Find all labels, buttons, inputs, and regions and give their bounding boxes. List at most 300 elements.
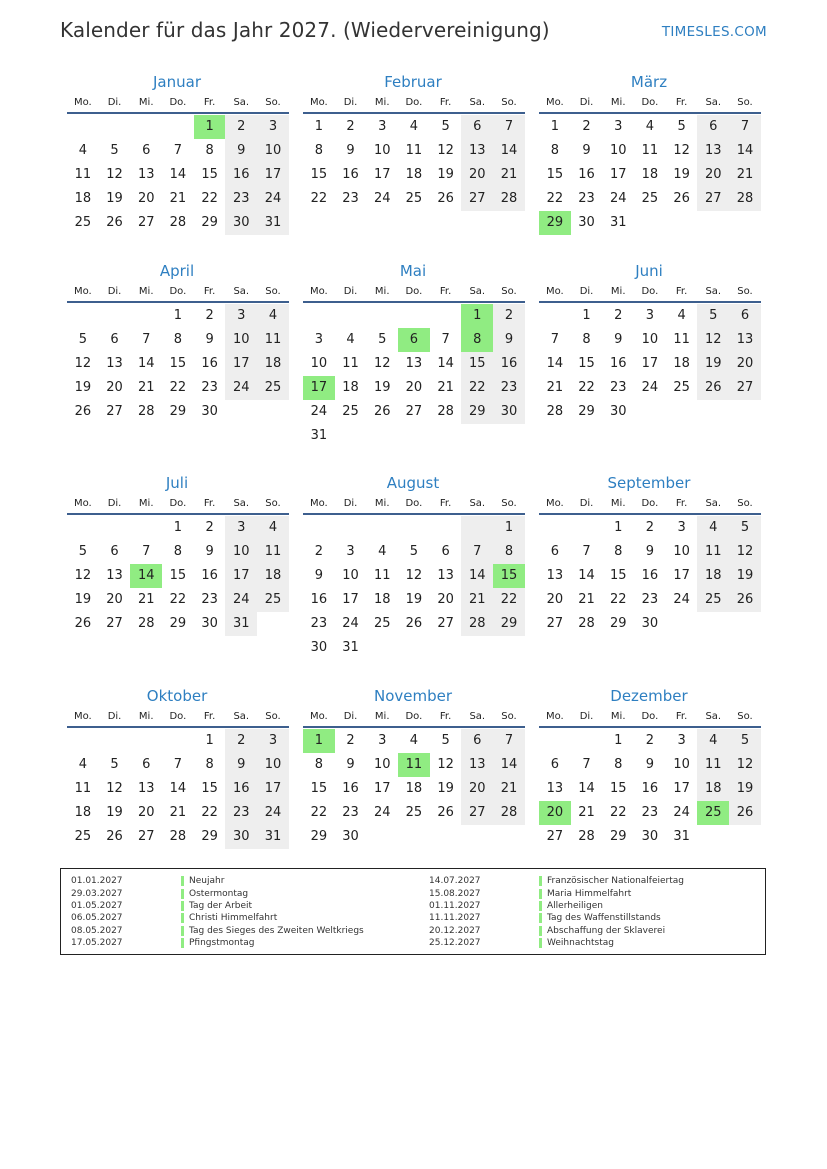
day-cell: 31 <box>673 829 690 844</box>
day-cell: 30 <box>225 825 257 849</box>
empty-day-cell <box>303 516 335 540</box>
day-cell: 21 <box>546 380 564 395</box>
weekday-label: Fr. <box>675 97 688 108</box>
day-cell: 21 <box>137 592 155 607</box>
weekday-label: Di. <box>579 498 594 509</box>
page-title: Kalender für das Jahr 2027. (Wiedervereinigung) <box>60 18 550 42</box>
day-cell: 11 <box>405 143 423 158</box>
day-cell: 9 <box>205 544 214 559</box>
day-cell: 13 <box>461 753 493 777</box>
weekday-label: Di. <box>343 711 358 722</box>
day-cell: 6 <box>142 757 151 772</box>
day-cell: 18 <box>257 564 289 588</box>
day-cell: 18 <box>405 167 423 182</box>
month-header-rule <box>67 112 289 114</box>
day-cell: 15 <box>169 568 187 583</box>
day-cell: 29 <box>609 829 627 844</box>
month-name: März <box>630 73 668 91</box>
empty-day-cell <box>430 304 462 328</box>
day-cell: 16 <box>225 163 257 187</box>
day-cell: 19 <box>673 167 690 182</box>
holiday-day-cell: 20 <box>539 801 571 825</box>
holiday-date: 11.11.2027 <box>429 913 481 924</box>
month-name: Dezember <box>610 687 688 705</box>
day-cell: 29 <box>169 404 187 419</box>
weekday-label: Fr. <box>439 286 452 297</box>
day-cell: 12 <box>673 143 690 158</box>
weekday-label: Sa. <box>469 286 486 297</box>
weekday-label: Mo. <box>73 97 92 108</box>
holiday-marker <box>181 876 184 886</box>
weekday-label: Sa. <box>705 286 722 297</box>
day-cell: 14 <box>137 356 155 371</box>
day-cell: 18 <box>74 191 92 206</box>
day-cell: 18 <box>697 564 729 588</box>
day-cell: 14 <box>461 564 493 588</box>
empty-day-cell <box>67 304 99 328</box>
day-cell: 17 <box>225 564 257 588</box>
day-cell: 18 <box>257 352 289 376</box>
day-cell: 4 <box>677 308 686 323</box>
empty-day-cell <box>398 516 430 540</box>
month-header-rule <box>67 301 289 303</box>
holiday-entry <box>429 900 684 912</box>
day-cell: 14 <box>437 356 454 371</box>
weekday-label: Di. <box>579 711 594 722</box>
empty-day-cell <box>430 516 462 540</box>
day-cell: 28 <box>578 616 595 631</box>
day-cell: 9 <box>205 332 214 347</box>
day-cell: 21 <box>493 163 525 187</box>
day-cell: 24 <box>225 376 257 400</box>
day-cell: 9 <box>645 544 655 559</box>
day-cell: 18 <box>74 805 92 820</box>
day-cell: 13 <box>106 356 123 371</box>
empty-day-cell <box>99 729 131 753</box>
weekday-label: So. <box>501 97 517 108</box>
day-cell: 13 <box>106 568 123 583</box>
day-cell: 16 <box>641 781 659 796</box>
day-cell: 22 <box>546 191 564 206</box>
day-cell: 10 <box>225 328 257 352</box>
day-cell: 12 <box>74 356 92 371</box>
weekday-label: So. <box>265 498 281 509</box>
day-cell: 9 <box>225 753 257 777</box>
holiday-entry <box>71 937 364 949</box>
day-cell: 15 <box>546 167 564 182</box>
day-cell: 23 <box>493 376 525 400</box>
day-cell: 13 <box>546 568 564 583</box>
empty-day-cell <box>99 115 131 139</box>
holiday-day-cell: 15 <box>493 564 525 588</box>
day-cell: 12 <box>106 781 123 796</box>
day-cell: 4 <box>697 729 729 753</box>
day-cell: 8 <box>314 143 323 158</box>
weekday-label: Di. <box>107 97 122 108</box>
holiday-entry <box>71 912 364 924</box>
day-cell: 18 <box>405 781 423 796</box>
day-cell: 31 <box>257 211 289 235</box>
holiday-marker <box>539 876 542 886</box>
holiday-marker <box>181 938 184 948</box>
day-cell: 15 <box>609 781 627 796</box>
day-cell: 26 <box>437 191 454 206</box>
day-cell: 3 <box>378 733 387 748</box>
weekday-label: So. <box>265 97 281 108</box>
holiday-marker <box>539 889 542 899</box>
day-cell: 19 <box>373 380 391 395</box>
month-name: Juli <box>165 474 189 492</box>
day-cell: 12 <box>697 328 729 352</box>
day-cell: 8 <box>205 143 214 158</box>
weekday-header <box>303 95 525 111</box>
day-cell: 18 <box>673 356 690 371</box>
holiday-legend <box>60 868 766 955</box>
month-7 <box>67 473 289 636</box>
holiday-marker <box>181 901 184 911</box>
day-cell: 27 <box>546 829 564 844</box>
day-cell: 18 <box>697 777 729 801</box>
day-cell: 7 <box>493 729 525 753</box>
weekday-label: Fr. <box>203 97 216 108</box>
day-cell: 2 <box>493 304 525 328</box>
day-grid <box>303 304 525 448</box>
weekday-label: Do. <box>405 97 423 108</box>
holiday-date: 15.08.2027 <box>429 888 481 899</box>
day-cell: 24 <box>673 805 690 820</box>
day-cell: 29 <box>201 215 218 230</box>
day-cell: 15 <box>169 356 187 371</box>
day-grid <box>67 729 289 849</box>
day-cell: 3 <box>614 119 623 134</box>
day-cell: 23 <box>578 191 595 206</box>
weekday-header <box>67 95 289 111</box>
holiday-entry <box>71 875 364 887</box>
holiday-marker <box>539 901 542 911</box>
month-8 <box>303 473 525 660</box>
day-cell: 30 <box>342 829 359 844</box>
day-cell: 26 <box>673 191 690 206</box>
day-cell: 23 <box>342 805 359 820</box>
holiday-entry <box>429 925 684 937</box>
day-cell: 7 <box>550 332 559 347</box>
holiday-date: 01.05.2027 <box>71 900 123 911</box>
day-cell: 28 <box>461 612 493 636</box>
day-cell: 8 <box>493 540 525 564</box>
day-cell: 26 <box>74 616 92 631</box>
day-cell: 25 <box>74 215 92 230</box>
month-header-rule <box>67 726 289 728</box>
day-cell: 23 <box>201 380 218 395</box>
day-cell: 2 <box>225 729 257 753</box>
weekday-label: Fr. <box>439 498 452 509</box>
day-cell: 7 <box>461 540 493 564</box>
weekday-label: Mi. <box>374 711 390 722</box>
day-cell: 19 <box>74 592 92 607</box>
day-cell: 15 <box>201 781 218 796</box>
day-cell: 5 <box>378 332 387 347</box>
weekday-label: Fr. <box>203 286 216 297</box>
weekday-label: Do. <box>641 97 659 108</box>
day-cell: 6 <box>697 115 729 139</box>
day-cell: 21 <box>437 380 454 395</box>
day-cell: 19 <box>697 352 729 376</box>
holiday-entry <box>71 925 364 937</box>
day-grid <box>67 115 289 235</box>
weekday-label: Mi. <box>138 286 154 297</box>
day-cell: 27 <box>461 187 493 211</box>
day-cell: 30 <box>225 211 257 235</box>
day-cell: 17 <box>609 167 627 182</box>
day-cell: 26 <box>106 829 123 844</box>
day-cell: 30 <box>578 215 595 230</box>
day-cell: 18 <box>342 380 359 395</box>
day-cell: 28 <box>169 829 187 844</box>
day-cell: 8 <box>173 332 183 347</box>
month-header-rule <box>539 726 761 728</box>
day-cell: 28 <box>546 404 564 419</box>
holiday-legend-left-column <box>71 875 364 949</box>
day-cell: 26 <box>729 801 761 825</box>
day-cell: 26 <box>437 805 454 820</box>
empty-day-cell <box>461 516 493 540</box>
day-cell: 11 <box>342 356 359 371</box>
empty-day-cell <box>366 516 398 540</box>
empty-day-cell <box>130 304 162 328</box>
weekday-label: Fr. <box>439 711 452 722</box>
day-cell: 9 <box>614 332 623 347</box>
day-cell: 5 <box>729 516 761 540</box>
day-cell: 21 <box>169 191 187 206</box>
day-cell: 13 <box>697 139 729 163</box>
day-cell: 5 <box>441 119 450 134</box>
day-cell: 28 <box>137 616 155 631</box>
day-cell: 22 <box>578 380 595 395</box>
day-cell: 1 <box>582 308 591 323</box>
day-cell: 23 <box>201 592 218 607</box>
weekday-header <box>539 496 761 512</box>
day-cell: 26 <box>405 616 423 631</box>
day-cell: 9 <box>346 757 355 772</box>
day-cell: 22 <box>609 805 627 820</box>
day-grid <box>539 304 761 424</box>
weekday-label: Di. <box>579 97 594 108</box>
weekday-label: Do. <box>405 711 423 722</box>
day-cell: 29 <box>461 400 493 424</box>
day-cell: 2 <box>346 733 355 748</box>
holiday-entry <box>429 875 684 887</box>
day-cell: 28 <box>729 187 761 211</box>
holiday-entry <box>71 900 364 912</box>
day-cell: 21 <box>578 805 595 820</box>
day-cell: 2 <box>582 119 591 134</box>
weekday-label: So. <box>737 97 753 108</box>
day-cell: 1 <box>173 520 183 535</box>
day-cell: 13 <box>461 139 493 163</box>
day-cell: 24 <box>609 191 627 206</box>
day-cell: 21 <box>729 163 761 187</box>
day-cell: 11 <box>257 328 289 352</box>
day-cell: 22 <box>493 588 525 612</box>
day-cell: 31 <box>310 428 328 443</box>
month-3 <box>539 72 761 235</box>
day-cell: 12 <box>405 568 423 583</box>
day-grid <box>539 729 761 849</box>
weekday-label: So. <box>265 711 281 722</box>
day-cell: 17 <box>257 163 289 187</box>
weekday-label: Mo. <box>545 286 564 297</box>
day-cell: 9 <box>493 328 525 352</box>
month-6 <box>539 261 761 424</box>
weekday-header <box>539 284 761 300</box>
day-cell: 24 <box>673 592 690 607</box>
holiday-name: Abschaffung der Sklaverei <box>547 925 666 936</box>
day-cell: 31 <box>609 215 627 230</box>
weekday-label: Mi. <box>610 711 626 722</box>
holiday-marker <box>539 913 542 923</box>
month-2 <box>303 72 525 211</box>
weekday-label: Mi. <box>610 498 626 509</box>
day-cell: 22 <box>201 191 218 206</box>
holiday-name: Maria Himmelfahrt <box>547 888 632 899</box>
day-cell: 1 <box>314 119 323 134</box>
weekday-label: Mi. <box>138 498 154 509</box>
day-cell: 6 <box>441 544 450 559</box>
day-cell: 29 <box>609 616 627 631</box>
day-cell: 19 <box>106 805 123 820</box>
holiday-legend-right-column <box>429 875 684 949</box>
day-cell: 15 <box>310 781 328 796</box>
month-name: Februar <box>384 73 442 91</box>
day-cell: 22 <box>169 380 187 395</box>
weekday-label: Mo. <box>73 498 92 509</box>
day-cell: 2 <box>205 520 214 535</box>
day-cell: 27 <box>137 829 155 844</box>
weekday-label: So. <box>501 286 517 297</box>
day-cell: 27 <box>729 376 761 400</box>
day-cell: 12 <box>437 143 454 158</box>
day-cell: 31 <box>342 640 359 655</box>
day-cell: 13 <box>546 781 564 796</box>
holiday-name: Ostermontag <box>189 888 249 899</box>
weekday-label: So. <box>501 498 517 509</box>
day-cell: 25 <box>257 588 289 612</box>
day-cell: 13 <box>437 568 454 583</box>
day-cell: 27 <box>405 404 423 419</box>
day-cell: 11 <box>74 167 92 182</box>
day-cell: 3 <box>257 115 289 139</box>
day-cell: 9 <box>346 143 355 158</box>
month-name: Januar <box>153 73 201 91</box>
day-grid <box>303 516 525 660</box>
day-cell: 13 <box>137 167 155 182</box>
holiday-day-cell: 25 <box>697 801 729 825</box>
day-cell: 4 <box>346 332 355 347</box>
weekday-label: Fr. <box>203 711 216 722</box>
day-cell: 29 <box>578 404 595 419</box>
holiday-name: Allerheiligen <box>547 900 603 911</box>
day-cell: 3 <box>225 516 257 540</box>
empty-day-cell <box>335 516 367 540</box>
day-cell: 13 <box>137 781 155 796</box>
day-cell: 17 <box>373 781 391 796</box>
day-cell: 12 <box>106 167 123 182</box>
day-cell: 24 <box>310 404 328 419</box>
empty-day-cell <box>67 115 99 139</box>
empty-day-cell <box>130 115 162 139</box>
day-cell: 5 <box>409 544 419 559</box>
holiday-day-cell: 6 <box>398 328 430 352</box>
day-cell: 24 <box>641 380 659 395</box>
holiday-day-cell: 8 <box>461 328 493 352</box>
weekday-header <box>539 95 761 111</box>
holiday-name: Christi Himmelfahrt <box>189 913 278 924</box>
day-cell: 2 <box>645 520 655 535</box>
day-cell: 10 <box>373 143 391 158</box>
weekday-header <box>303 709 525 725</box>
holiday-date: 01.01.2027 <box>71 876 123 887</box>
day-cell: 14 <box>493 139 525 163</box>
empty-day-cell <box>99 304 131 328</box>
empty-day-cell <box>162 115 194 139</box>
empty-day-cell <box>335 304 367 328</box>
day-cell: 20 <box>137 805 155 820</box>
month-header-rule <box>303 513 525 515</box>
day-cell: 3 <box>677 733 686 748</box>
weekday-label: Mi. <box>138 711 154 722</box>
day-cell: 3 <box>225 304 257 328</box>
day-cell: 3 <box>257 729 289 753</box>
day-cell: 12 <box>74 568 92 583</box>
day-cell: 10 <box>673 544 690 559</box>
day-cell: 15 <box>310 167 328 182</box>
day-cell: 17 <box>673 781 690 796</box>
site-logo[interactable]: TIMESLES.COM <box>661 24 767 40</box>
weekday-label: Sa. <box>233 286 250 297</box>
empty-day-cell <box>571 729 603 753</box>
day-cell: 17 <box>373 167 391 182</box>
day-cell: 1 <box>550 119 559 134</box>
holiday-name: Neujahr <box>189 876 225 887</box>
holiday-date: 29.03.2027 <box>71 888 123 899</box>
month-name: April <box>159 262 195 280</box>
month-header-rule <box>539 112 761 114</box>
day-cell: 15 <box>201 167 218 182</box>
empty-day-cell <box>130 729 162 753</box>
day-cell: 13 <box>729 328 761 352</box>
day-cell: 6 <box>729 304 761 328</box>
weekday-label: Do. <box>641 498 659 509</box>
day-cell: 6 <box>550 544 559 559</box>
empty-day-cell <box>539 304 571 328</box>
weekday-label: Mo. <box>545 498 564 509</box>
weekday-label: Mo. <box>309 286 328 297</box>
weekday-label: Mi. <box>374 498 390 509</box>
day-cell: 6 <box>550 757 559 772</box>
day-cell: 6 <box>142 143 151 158</box>
holiday-day-cell: 17 <box>303 376 335 400</box>
day-cell: 12 <box>729 753 761 777</box>
empty-day-cell <box>162 729 194 753</box>
day-cell: 28 <box>493 801 525 825</box>
empty-day-cell <box>571 516 603 540</box>
day-cell: 7 <box>729 115 761 139</box>
day-cell: 29 <box>493 612 525 636</box>
day-cell: 10 <box>225 540 257 564</box>
weekday-label: Fr. <box>675 286 688 297</box>
holiday-entry <box>429 937 684 949</box>
month-header-rule <box>303 112 525 114</box>
